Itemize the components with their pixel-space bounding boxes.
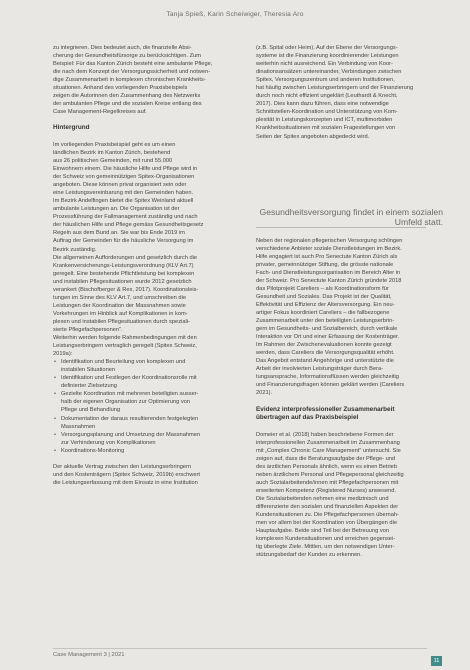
text-line: interprofessionellen Zusammenarbeit im Zusammenhang (256, 439, 400, 446)
text-line: Im Bezirk Andelfingen bietet die Spitex Weinland aktuell (53, 198, 194, 205)
text-line: der ambulanten Pflege und die sozialen Kreise entlang des (53, 101, 202, 108)
right-column (256, 44, 426, 559)
heading-line: Evidenz interprofessioneller Zusammenarbeit (256, 405, 395, 413)
text-line: Hauptaufgabe. Beide sind Teil bei der Betreuung von (256, 528, 390, 535)
text-line: aus 26 politischen Gemeinden, mit rund 55.000 (53, 158, 173, 165)
text-line: cherung der Gesundheitsfürsorge zu berücksichtigen. Zum (53, 53, 201, 60)
text-line: komplexen Kundensituationen und erreichen gegensei- (256, 536, 396, 543)
text-line: der Schweiz. Pro Senectute Kanton Zürich gründete 2018 (256, 277, 402, 284)
text-line: und den Kostenträgern (Spitex Schweiz, 2019b) erschwert (53, 471, 201, 478)
list-item (53, 358, 221, 374)
text-line: • Identifikation und Festlegen der Koordinationsrolle mit (61, 375, 197, 382)
text-line: stützungsbedarf der Kunden zu erkennen. (256, 552, 362, 559)
list-item (53, 415, 221, 431)
text-line: Effektivität und Effizienz der Altersversorgung. Ein neu- (256, 301, 395, 308)
intro-paragraph (53, 44, 221, 116)
text-line: Zusammenarbeit unter den beteiligten Leistungserbrin- (256, 318, 395, 325)
text-line: Domeier et al. (2018) haben beschriebene Formen der (256, 431, 394, 438)
text-line: auch Sozialarbeitende/innen mit Pflegefachpersonen mit (256, 479, 399, 486)
text-line: • Koordinations-Monitoring (61, 447, 125, 454)
text-line: tungsansprache, Informationsflüssen werden gleichzeitig (256, 374, 399, 381)
text-line: • Versorgungsplanung und Umsetzung der Massnahmen (61, 431, 201, 438)
text-line: die Leistungserfassung mit dem Einsatz in eine Institution (53, 479, 198, 486)
text-line: Leistungen der Koordination der Massnahmen sowie (53, 302, 186, 309)
text-line: situationen. Anhand des vorliegenden Praxisbeispiels (53, 85, 188, 92)
text-line: verankert (Bischofberger & Rex, 2017). Koordinationsleis- (53, 286, 199, 293)
left-column (53, 44, 221, 487)
section-heading-background: Hintergrund (53, 124, 90, 132)
text-line: • Dokumentation der daraus resultierenden festgelegten (61, 415, 199, 422)
text-line: instabilen Situationen (61, 367, 116, 374)
text-line: eine Leistungsvereinbarung mit den Gemeinden haben. (53, 190, 194, 197)
text-line: Die allgemeinen Aufforderungen und gesetzlich durch die (53, 254, 198, 261)
text-line: Die Sozialarbeitenden nehmen eine medizinisch und (256, 495, 389, 502)
text-line: geregelt. Eine bestehende Pflichtleistung bei komplexen (53, 270, 195, 277)
heading-line: übertragen auf das Praxisbeispiel (256, 414, 359, 421)
bullet-list (53, 358, 221, 455)
text-line: Bezirk zuständig. (53, 246, 97, 253)
background-paragraph (53, 141, 221, 358)
text-line: men vor allem bei der Koordination von Übergängen die (256, 520, 398, 527)
text-line: Case Management-Regelkreises auf. (53, 109, 147, 116)
text-line: halb der eigenen Organisation zur Optimierung von (61, 399, 190, 406)
pull-quote-line: Umfeld statt. (394, 217, 443, 227)
text-line: die nach dem Konzept der Versorgungssicherheit und notwen- (53, 69, 211, 76)
text-line: ländlichen Bezirk im Kanton Zürich, bestehend (53, 149, 171, 156)
text-line: Pflege und Behandlung (61, 407, 121, 414)
text-line: Spitex, Versorgungszentrum und anderen Institutionen, (256, 77, 395, 84)
list-item (53, 374, 221, 390)
text-line: • Identifikation und Beurteilung von komplexen und (61, 359, 186, 366)
text-line: Gesundheit und Soziales. Das Projekt ist der Qualität, (256, 293, 392, 300)
text-line: und Finanzierungsfragen können geklärt werden (Careliers (256, 382, 405, 389)
pull-quote-line: Gesundheitsversorgung findet in einem sozialen (259, 207, 443, 217)
text-line: • Gezielte Koordination mit mehreren beteiligten ausser- (61, 391, 199, 398)
social-services-paragraph (256, 237, 426, 398)
text-line: Im vorliegenden Praxisbeispiel geht es um einen (53, 141, 176, 148)
text-line: 2017). Dies kann dazu führen, dass eine notwendige (256, 101, 389, 108)
text-line: Seiten der Spitex angeboten abgedeckt wird. (256, 133, 370, 140)
text-line: dinationsansätzen untereinander, Verbindungen zwischen (256, 69, 402, 76)
closing-paragraph (53, 463, 221, 487)
text-line: Einwohnern einem. Die häusliche Hilfe und Pflege wird in (53, 166, 198, 173)
text-line: gern im Gesundheits- und Sozialbereich, durch vertikale (256, 326, 398, 333)
text-line: der Schweiz von gemeinnützigen Spitex-Organisationen (53, 174, 195, 181)
text-line: zeigen die Autorinnen den Zusammenhang des Netzwerks (53, 93, 201, 100)
text-line: artiger Fokus koordiniert Careliers – die fallbezogene (256, 309, 390, 316)
text-line: Leistungserbringern vertraglich geregelt (Spitex Schweiz, (53, 343, 197, 350)
text-line: ambulante Leistungen an. Die Organisation ist der (53, 206, 180, 213)
footer-journal-issue: Case Management 3 | 2021 (53, 652, 125, 658)
text-line: Schnittstellen-Koordination und Unterstützung von Kom- (256, 109, 398, 116)
list-item (53, 390, 221, 414)
text-line: systeme ist die Finanzierung koordinierender Leistungen (256, 53, 399, 60)
text-line: Auftrag der Gemeinden für die häusliche Versorgung im (53, 238, 194, 245)
text-line: und instabilen Pflegesituationen wurde 2012 gesetzlich (53, 278, 192, 285)
text-line: Das Angebot entstand Angehörige und unterstützte die (256, 358, 394, 365)
text-line: tungen im Sinne des KLV Art.7, und umschreiben die (53, 294, 186, 301)
text-line: 2019a): (53, 351, 73, 358)
text-line: angeboten. Diese können privat organisiert sein oder (53, 182, 187, 189)
text-line: Beispiel: Für das Kanton Zürich besteht eine ambulante Pflege, (53, 61, 213, 68)
text-line: zu integrieren. Dies bedeutet auch, die finanzielle Absi- (53, 45, 192, 51)
text-line: das Pilotprojekt Careliers – als Koordinationsform für (256, 285, 389, 292)
text-line: Im Rahmen der Zwischenevaluationen konnte gezeigt (256, 342, 392, 349)
text-line: Kundensituationen zu. Die Pflegefachpersonen übernah- (256, 511, 399, 518)
text-line: neben ärztlichem Personal und Pflegepersonal gleichzeitig (256, 471, 404, 478)
text-line: mit „Complex Chronic Care Management“ untersucht. Sie (256, 447, 401, 454)
text-line: Vorkehrungen im Hinblick auf Komplikationen in kom- (53, 310, 188, 317)
text-line: 2021). (256, 390, 273, 397)
text-line: Interaktion vor Ort und einer Erfassung der Kostenträger. (256, 334, 400, 341)
text-line: plexität in Leistungskonzepten und ICT, multimorbiden (256, 117, 393, 124)
running-head: Tanja Spieß, Karin Scheiwiger, Theresia Aro (166, 11, 304, 18)
footer-rule (53, 648, 427, 649)
text-line: Regeln aus dem Bund an. Sie war bis Ende 2019 im (53, 230, 185, 237)
text-line: durch noch nicht effizient ungeklärt (Leuthardt & Knecht, (256, 93, 398, 100)
text-line: Weiterhin werden folgende Rahmenbedingungen mit den (53, 335, 197, 342)
text-line: (z.B. Spital oder Heim). Auf der Ebene der Versorgungs- (256, 45, 398, 51)
text-line: verschiedene Anbieter soziale Dienstleistungen im Bezirk. (256, 245, 402, 252)
text-line: Krankenversicherungs-Leistungsverordnung (KLV Art.7) (53, 262, 194, 269)
text-line: zur Verhinderung von Komplikationen (61, 439, 156, 446)
section-heading-evidence (256, 406, 426, 423)
text-line: definierter Zielsetzung (61, 383, 117, 390)
text-line: privater, gemeinnütziger Stiftung, die grösste nationale (256, 261, 394, 268)
text-line: differenzierte den sozialen und finanziellen Aspekten der (256, 503, 399, 510)
text-line: sierte Pflegefachpersonen“. (53, 327, 123, 333)
text-line: Massnahmen (61, 423, 96, 430)
text-line: Fach- und Dienstleistungsorganisation im Bereich Alter in (256, 269, 401, 276)
text-line: Krankheitssituationen mit sozialen Fragestellungen von (256, 125, 396, 132)
text-line: werden, dass Careliers die Versorgungsqualität erhöht. (256, 350, 395, 357)
text-line: Arbeit der involvierten Leistungsträger durch Bera- (256, 366, 384, 373)
text-line: Prozessführung der Fallmanagement zuständig und nach (53, 214, 198, 221)
text-line: zeigen auf, dass die Beratungsaufgabe der Pflege- und (256, 455, 396, 462)
text-line: weiterhin nicht ausreichend. Ein Verbindung von Koor- (256, 61, 393, 68)
text-line: Der aktuelle Vertrag zwischen den Leistungserbringern (53, 463, 192, 470)
text-line: dige Zusammenarbeit in komplexen chronischen Krankheits- (53, 77, 206, 84)
text-line: erweiterten Kompetenz (Registered Nurses) anwesend. (256, 487, 397, 494)
evidence-paragraph (256, 431, 426, 560)
page-number-badge: 11 (431, 656, 442, 666)
text-line: tig überlegte Ziele. Mittlen, um den notwendigen Unter- (256, 544, 395, 551)
text-line: der häuslichen Hilfe und Pflege gemäss Gesundheitsgesetz (53, 222, 204, 229)
text-line: Hilfe engagiert ist auch Pro Senectute Kanton Zürich als (256, 253, 398, 260)
text-line: plexen und instabilen Pflegesituationen durch speziali- (53, 318, 190, 325)
financing-paragraph (256, 44, 426, 141)
text-line: des ärztlichen Personals ähnlich, wenn es einen Betrieb (256, 463, 398, 470)
text-line: Neben der regionalen pflegerischen Versorgung schlingen (256, 237, 403, 244)
list-item (53, 447, 221, 455)
list-item (53, 431, 221, 447)
text-line: hat häufig zwischen Leistungserbringern und der Finanzierung (256, 85, 414, 92)
